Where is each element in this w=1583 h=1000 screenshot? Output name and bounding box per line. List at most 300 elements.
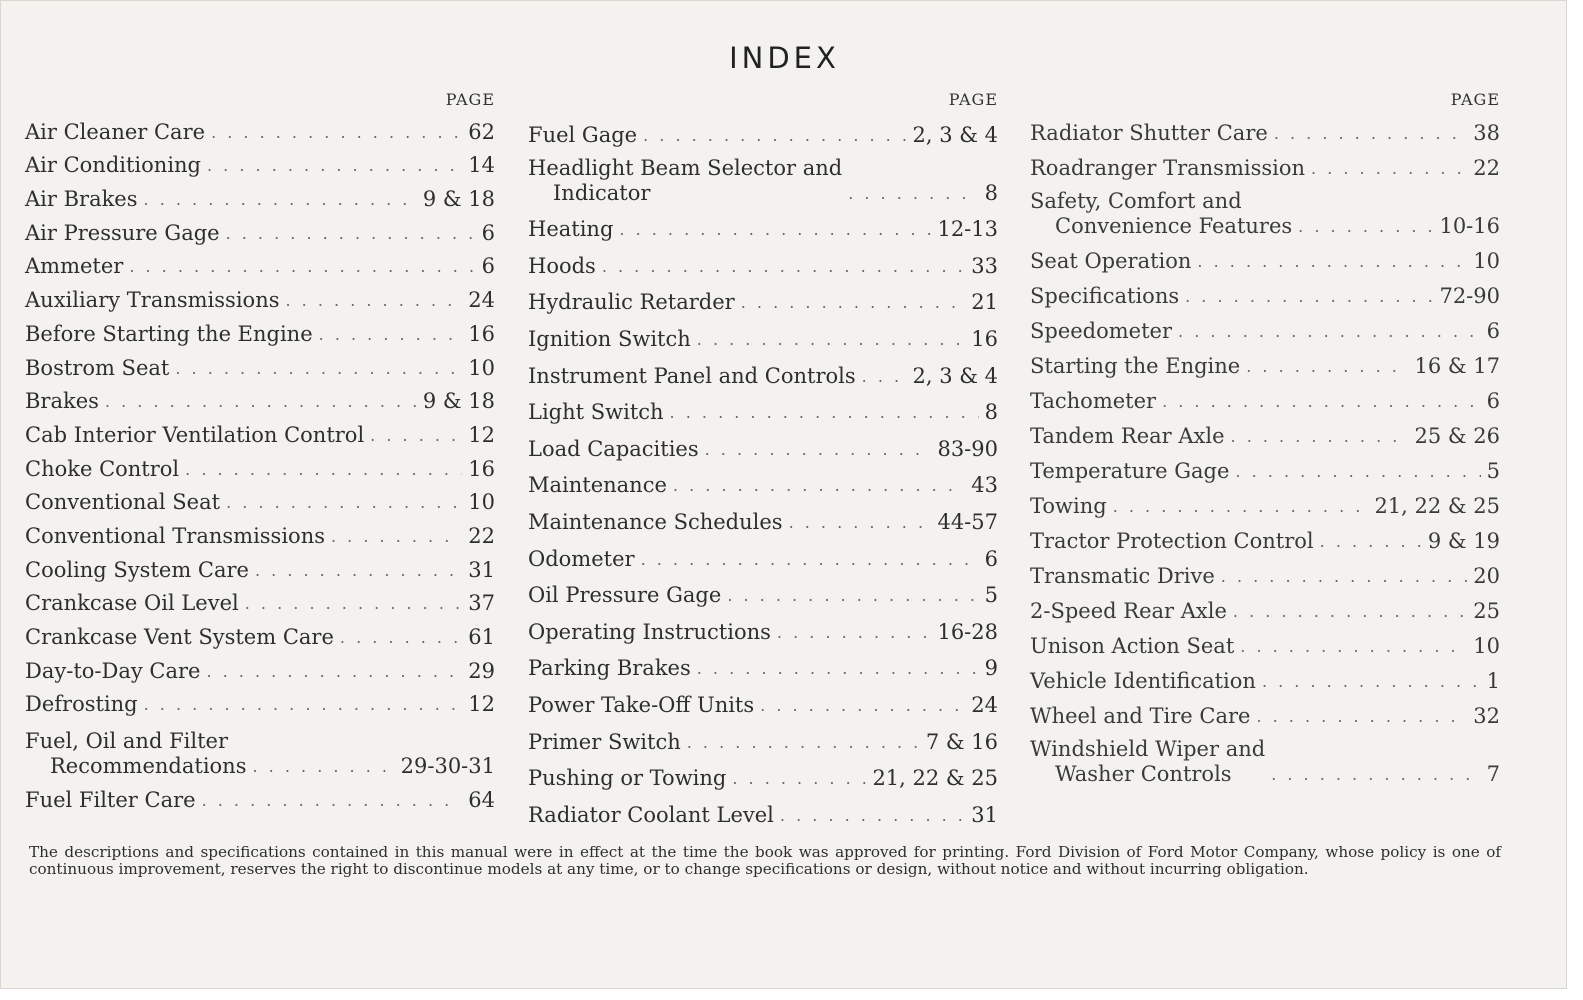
index-entry-page: 16-28	[937, 619, 998, 644]
index-entry-label-line: Ammeter	[25, 254, 124, 279]
index-entry-label	[1030, 189, 1292, 239]
dot-leader	[1320, 529, 1422, 554]
index-entry-label-line: Fuel Gage	[528, 122, 638, 147]
index-entry-label-line: Roadranger Transmission	[1030, 156, 1306, 180]
index-entry-label-line: Bostrom Seat	[25, 355, 170, 380]
index-entry-page: 1	[1486, 669, 1500, 693]
index-entry	[25, 448, 495, 482]
index-entry-label	[25, 322, 313, 347]
dot-leader	[144, 692, 463, 717]
index-entry-list	[528, 111, 998, 828]
index-entry	[1030, 146, 1500, 181]
index-entry-label	[1030, 704, 1250, 729]
dot-leader	[760, 693, 965, 718]
dot-leader	[643, 123, 906, 148]
index-entry-label	[528, 693, 754, 718]
index-entry	[528, 425, 998, 462]
dot-leader	[319, 322, 463, 347]
index-entry	[25, 381, 495, 415]
index-entry-page: 2, 3 & 4	[912, 363, 998, 388]
index-entry-label	[528, 437, 699, 462]
dot-leader	[1256, 704, 1467, 729]
index-entry	[1030, 239, 1500, 274]
index-entry-page: 83-90	[937, 436, 998, 461]
index-entry-page: 22	[1473, 156, 1500, 180]
index-entry	[1030, 344, 1500, 379]
index-entry-label-line: Before Starting the Engine	[25, 321, 313, 346]
index-entry	[25, 779, 495, 813]
index-column-2	[528, 89, 998, 828]
index-entry-page: 29-30-31	[400, 754, 495, 779]
index-entry	[528, 755, 998, 792]
index-entry-page: 37	[468, 591, 495, 616]
index-entry-page: 8	[984, 400, 998, 425]
index-entry-label-line: Maintenance	[528, 473, 667, 498]
index-entry-label-line: Defrosting	[25, 692, 138, 717]
index-entry-page: 9 & 18	[422, 389, 495, 414]
index-entry-page: 6	[1486, 319, 1500, 343]
index-entry	[1030, 484, 1500, 519]
index-entry-label-line: Primer Switch	[528, 729, 681, 754]
index-entry	[25, 414, 495, 448]
index-entry-list	[25, 111, 495, 813]
index-entry-label	[1030, 599, 1227, 624]
index-entry-label	[528, 400, 664, 425]
index-entry-label-line: Recommendations	[50, 754, 247, 779]
dot-leader	[331, 524, 462, 549]
index-entry	[25, 717, 495, 779]
index-entry-label	[1030, 737, 1265, 787]
page-title: INDEX	[729, 41, 840, 75]
index-entry	[25, 549, 495, 583]
dot-leader	[673, 473, 965, 498]
index-entry-label	[1030, 121, 1268, 146]
index-entry-page: 31	[468, 557, 495, 582]
index-entry-label-line: Cooling System Care	[25, 557, 249, 582]
index-entry	[528, 352, 998, 389]
index-entry	[528, 206, 998, 243]
index-entry-label	[25, 625, 334, 650]
index-entry-page: 24	[971, 692, 998, 717]
index-entry-label-line: Air Pressure Gage	[25, 220, 220, 245]
index-entry-label	[528, 583, 721, 608]
index-entry-label-line: Tandem Rear Axle	[1030, 424, 1225, 448]
index-entry-page: 16	[468, 456, 495, 481]
index-entry	[528, 572, 998, 609]
index-entry-label-line: Hoods	[528, 253, 596, 278]
index-entry-page: 10	[468, 355, 495, 380]
index-entry-label-line: Air Conditioning	[25, 153, 201, 178]
index-entry	[1030, 274, 1500, 309]
index-entry	[25, 482, 495, 516]
index-entry-label-line: Fuel, Oil and Filter	[25, 729, 228, 754]
index-entry-label-line: Hydraulic Retarder	[528, 290, 735, 315]
dot-leader	[1185, 284, 1433, 309]
index-entry	[25, 515, 495, 549]
index-entry-label-line: Temperature Gage	[1030, 459, 1230, 483]
index-entry	[1030, 659, 1500, 694]
dot-leader	[1197, 249, 1467, 274]
disclaimer-note: The descriptions and specifications contained in this manual were in effect at the time the book was approved for printing. Ford Division of Ford Motor Company, whose policy is one of continuous improvement, reserves the right to discontinue models at any time, or to change specifications or design, without notice and without incurring obligation.	[29, 843, 1501, 878]
dot-leader	[1240, 634, 1467, 659]
index-entry-page: 6	[1486, 389, 1500, 413]
index-entry-label	[528, 620, 771, 645]
index-entry-label	[1030, 459, 1229, 484]
index-entry-label-line: Starting the Engine	[1030, 354, 1241, 378]
dot-leader	[1262, 669, 1481, 694]
index-entry-label	[25, 153, 201, 178]
index-entry-label	[25, 524, 325, 549]
dot-leader	[1274, 121, 1467, 146]
index-entry-label	[528, 510, 783, 535]
index-entry	[25, 145, 495, 179]
index-entry-label	[25, 356, 169, 381]
index-entry	[528, 242, 998, 279]
index-entry-page: 12	[468, 422, 495, 447]
index-entry-label	[528, 156, 842, 206]
index-entry-label-line: Air Brakes	[25, 187, 138, 212]
index-entry-label	[528, 473, 667, 498]
index-entry	[25, 616, 495, 650]
index-entry-label	[25, 692, 138, 717]
index-entry-label-line: Convenience Features	[1055, 214, 1293, 238]
index-entry	[25, 347, 495, 381]
index-entry-list	[1030, 111, 1500, 787]
index-entry-page: 64	[468, 788, 495, 813]
index-entry-label-line: Maintenance Schedules	[528, 509, 783, 534]
index-entry	[1030, 694, 1500, 729]
dot-leader	[777, 620, 932, 645]
dot-leader	[1162, 389, 1481, 414]
index-entry	[528, 608, 998, 645]
dot-leader	[862, 364, 907, 389]
index-entry-label-line: Tachometer	[1030, 389, 1157, 413]
dot-leader	[207, 153, 462, 178]
index-entry-label-line: Wheel and Tire Care	[1030, 704, 1251, 728]
dot-leader	[370, 423, 462, 448]
index-entry-label-line: Instrument Panel and Controls	[528, 363, 856, 388]
index-entry-page: 16	[468, 321, 495, 346]
index-entry-label	[1030, 389, 1156, 414]
index-entry-label	[25, 187, 138, 212]
index-entry-label	[1030, 249, 1191, 274]
index-entry-label-line: Load Capacities	[528, 436, 699, 461]
index-entry-page: 6	[984, 546, 998, 571]
index-entry-label	[25, 288, 280, 313]
dot-leader	[697, 656, 979, 681]
dot-leader	[340, 625, 462, 650]
index-entry-label-line: Cab Interior Ventilation Control	[25, 422, 365, 447]
index-entry-page: 21, 22 & 25	[1374, 494, 1500, 518]
index-entry-page: 33	[971, 253, 998, 278]
index-entry-label	[25, 120, 205, 145]
dot-leader	[602, 254, 965, 279]
index-entry-page: 10-16	[1439, 214, 1500, 238]
index-entry	[1030, 111, 1500, 146]
index-entry-page: 31	[971, 802, 998, 827]
index-entry-label-line: Choke Control	[25, 456, 180, 481]
index-entry	[25, 178, 495, 212]
index-entry-page: 62	[468, 119, 495, 144]
index-entry-label-line: Speedometer	[1030, 319, 1173, 343]
index-entry-label	[528, 217, 613, 242]
dot-leader	[1235, 459, 1480, 484]
index-entry-page: 20	[1473, 564, 1500, 588]
dot-leader	[226, 490, 462, 515]
index-entry-label	[25, 457, 179, 482]
index-entry-page: 8	[984, 180, 998, 205]
index-entry	[25, 279, 495, 313]
index-entry-page: 12-13	[937, 217, 998, 242]
dot-leader	[1221, 564, 1467, 589]
index-entry	[1030, 519, 1500, 554]
index-entry-label-line: Safety, Comfort and	[1030, 189, 1242, 213]
dot-leader	[1311, 156, 1467, 181]
index-entry-page: 10	[1473, 634, 1500, 658]
index-entry-page: 38	[1473, 121, 1500, 145]
index-entry-label	[528, 364, 856, 389]
index-entry-label	[1030, 354, 1240, 379]
index-entry-label	[528, 547, 635, 572]
dot-leader	[129, 254, 475, 279]
index-entry-page: 24	[468, 288, 495, 313]
index-entry-label-line: Tractor Protection Control	[1030, 529, 1314, 553]
index-entry	[1030, 729, 1500, 787]
index-entry-page: 6	[481, 254, 495, 279]
index-entry-label	[25, 490, 220, 515]
dot-leader	[780, 803, 965, 828]
index-entry-label	[25, 788, 196, 813]
index-entry	[1030, 181, 1500, 239]
index-entry	[528, 389, 998, 426]
index-entry	[1030, 414, 1500, 449]
index-entry	[528, 498, 998, 535]
index-entry	[25, 111, 495, 145]
dot-leader	[619, 217, 931, 242]
index-entry-label	[528, 254, 596, 279]
index-entry-page: 5	[984, 583, 998, 608]
index-entry-label	[25, 659, 200, 684]
dot-leader	[175, 356, 462, 381]
index-entry	[25, 650, 495, 684]
dot-leader	[1178, 319, 1481, 344]
page-column-header: PAGE	[948, 90, 998, 109]
index-entry-page: 9 & 19	[1427, 529, 1500, 553]
index-entry-label	[1030, 669, 1256, 694]
index-entry-label	[1030, 529, 1314, 554]
dot-leader	[687, 730, 920, 755]
index-entry	[25, 313, 495, 347]
dot-leader	[226, 221, 476, 246]
index-entry-label	[528, 803, 774, 828]
dot-leader	[1233, 599, 1467, 624]
index-entry	[528, 718, 998, 755]
index-entry-label-line: Fuel Filter Care	[25, 788, 196, 813]
dot-leader	[697, 327, 965, 352]
index-entry	[528, 462, 998, 499]
index-entry-label	[25, 558, 249, 583]
index-entry-label-line: Towing	[1030, 494, 1107, 518]
index-entry	[528, 111, 998, 148]
index-entry	[528, 791, 998, 828]
index-entry-label-line: Heating	[528, 217, 614, 242]
index-entry-page: 22	[468, 523, 495, 548]
index-entry-label-line: Unison Action Seat	[1030, 634, 1235, 658]
index-entry-label-line: Ignition Switch	[528, 326, 691, 351]
index-entry-label-line: Parking Brakes	[528, 656, 691, 681]
dot-leader	[1231, 424, 1409, 449]
index-entry-label-line: Radiator Coolant Level	[528, 802, 774, 827]
index-entry-page: 2, 3 & 4	[912, 122, 998, 147]
dot-leader	[105, 389, 417, 414]
index-entry-label-line: Oil Pressure Gage	[528, 583, 722, 608]
index-column-3	[1030, 89, 1500, 787]
index-entry-label-line: Indicator	[553, 180, 651, 205]
index-entry-label	[25, 591, 239, 616]
index-entry-page: 44-57	[937, 509, 998, 534]
index-entry-page: 10	[468, 490, 495, 515]
index-entry-label-line: Radiator Shutter Care	[1030, 121, 1268, 145]
index-entry-label	[528, 730, 681, 755]
index-entry-label	[528, 656, 691, 681]
index-entry-label	[528, 766, 726, 791]
index-entry-label-line: Light Switch	[528, 400, 664, 425]
index-entry-label-line: Windshield Wiper and	[1030, 737, 1266, 761]
index-entry-page: 7	[1486, 762, 1500, 786]
index-entry-page: 32	[1473, 704, 1500, 728]
index-entry-label	[1030, 284, 1179, 309]
index-entry-label	[25, 389, 99, 414]
index-entry	[1030, 554, 1500, 589]
index-entry-label-line: Day-to-Day Care	[25, 658, 201, 683]
index-entry-label-line: Auxiliary Transmissions	[25, 288, 280, 313]
index-entry-page: 7 & 16	[925, 729, 998, 754]
dot-leader	[255, 558, 462, 583]
index-entry-label	[528, 290, 735, 315]
dot-leader	[789, 510, 932, 535]
index-entry-label-line: Brakes	[25, 389, 99, 414]
index-entry	[528, 279, 998, 316]
index-column-1	[25, 89, 495, 813]
index-entry-page: 16	[971, 326, 998, 351]
dot-leader	[245, 591, 463, 616]
index-entry	[1030, 309, 1500, 344]
index-entry	[25, 212, 495, 246]
index-entry-label	[528, 123, 637, 148]
index-entry-label-line: Conventional Seat	[25, 490, 221, 515]
index-entry-label-line: Conventional Transmissions	[25, 523, 325, 548]
index-entry	[25, 583, 495, 617]
index-entry-label-line: Seat Operation	[1030, 249, 1192, 273]
index-entry-label-line: Crankcase Vent System Care	[25, 625, 334, 649]
index-entry-label-line: Vehicle Identification	[1030, 669, 1256, 693]
index-entry-label-line: Washer Controls	[1055, 762, 1232, 786]
index-entry-page: 16 & 17	[1414, 354, 1500, 378]
index-entry	[25, 684, 495, 718]
dot-leader	[185, 457, 462, 482]
index-entry	[1030, 449, 1500, 484]
index-entry-label-line: Operating Instructions	[528, 619, 771, 644]
index-entry-page: 10	[1473, 249, 1500, 273]
dot-leader	[641, 547, 979, 572]
index-entry-label-line: Air Cleaner Care	[25, 119, 206, 144]
dot-leader	[253, 754, 395, 779]
index-entry-label	[1030, 424, 1225, 449]
index-entry	[528, 535, 998, 572]
dot-leader	[1246, 354, 1408, 379]
dot-leader	[705, 437, 932, 462]
dot-leader	[848, 181, 978, 206]
index-entry-page: 6	[481, 220, 495, 245]
index-entry-page: 21	[971, 290, 998, 315]
index-entry-label	[25, 221, 220, 246]
index-entry	[528, 148, 998, 206]
index-entry	[528, 645, 998, 682]
dot-leader	[1113, 494, 1369, 519]
index-entry-label-line: Specifications	[1030, 284, 1180, 308]
index-entry-page: 12	[468, 692, 495, 717]
dot-leader	[670, 400, 979, 425]
index-entry	[1030, 379, 1500, 414]
index-entry-page: 5	[1486, 459, 1500, 483]
dot-leader	[732, 766, 866, 791]
dot-leader	[727, 583, 978, 608]
index-entry-page: 9	[984, 656, 998, 681]
index-entry	[528, 681, 998, 718]
dot-leader	[144, 187, 417, 212]
index-entry-page: 25	[1473, 599, 1500, 623]
index-entry-page: 9 & 18	[422, 187, 495, 212]
index-entry-label	[25, 729, 247, 779]
page-column-header: PAGE	[1450, 90, 1500, 109]
index-entry-label	[1030, 634, 1234, 659]
index-entry-label-line: Power Take-Off Units	[528, 692, 755, 717]
dot-leader	[206, 659, 462, 684]
dot-leader	[211, 120, 462, 145]
index-entry-label	[1030, 319, 1172, 344]
dot-leader	[741, 290, 966, 315]
index-entry-page: 61	[468, 625, 495, 649]
index-entry-label	[528, 327, 691, 352]
index-entry-label-line: 2-Speed Rear Axle	[1030, 599, 1227, 623]
index-entry-label-line: Pushing or Towing	[528, 766, 727, 791]
page-column-header: PAGE	[445, 90, 495, 109]
index-entry	[25, 246, 495, 280]
index-entry-label	[25, 423, 364, 448]
index-entry-page: 21, 22 & 25	[872, 766, 998, 791]
index-entry-page: 29	[468, 658, 495, 683]
index-entry-label-line: Headlight Beam Selector and	[528, 155, 843, 180]
index-entry-page: 72-90	[1439, 284, 1500, 308]
index-entry-page: 43	[971, 473, 998, 498]
dot-leader	[202, 788, 463, 813]
dot-leader	[1271, 762, 1480, 787]
index-entry-label	[1030, 156, 1305, 181]
index-entry	[1030, 624, 1500, 659]
dot-leader	[1298, 214, 1433, 239]
index-entry	[528, 315, 998, 352]
index-entry-label	[1030, 564, 1215, 589]
index-entry-page: 14	[468, 153, 495, 178]
index-entry-label-line: Odometer	[528, 546, 635, 571]
index-entry	[1030, 589, 1500, 624]
index-entry-label	[1030, 494, 1107, 519]
index-entry-label	[25, 254, 123, 279]
dot-leader	[286, 288, 463, 313]
index-entry-page: 25 & 26	[1414, 424, 1500, 448]
index-entry-label-line: Crankcase Oil Level	[25, 591, 239, 616]
index-entry-label-line: Transmatic Drive	[1030, 564, 1215, 588]
